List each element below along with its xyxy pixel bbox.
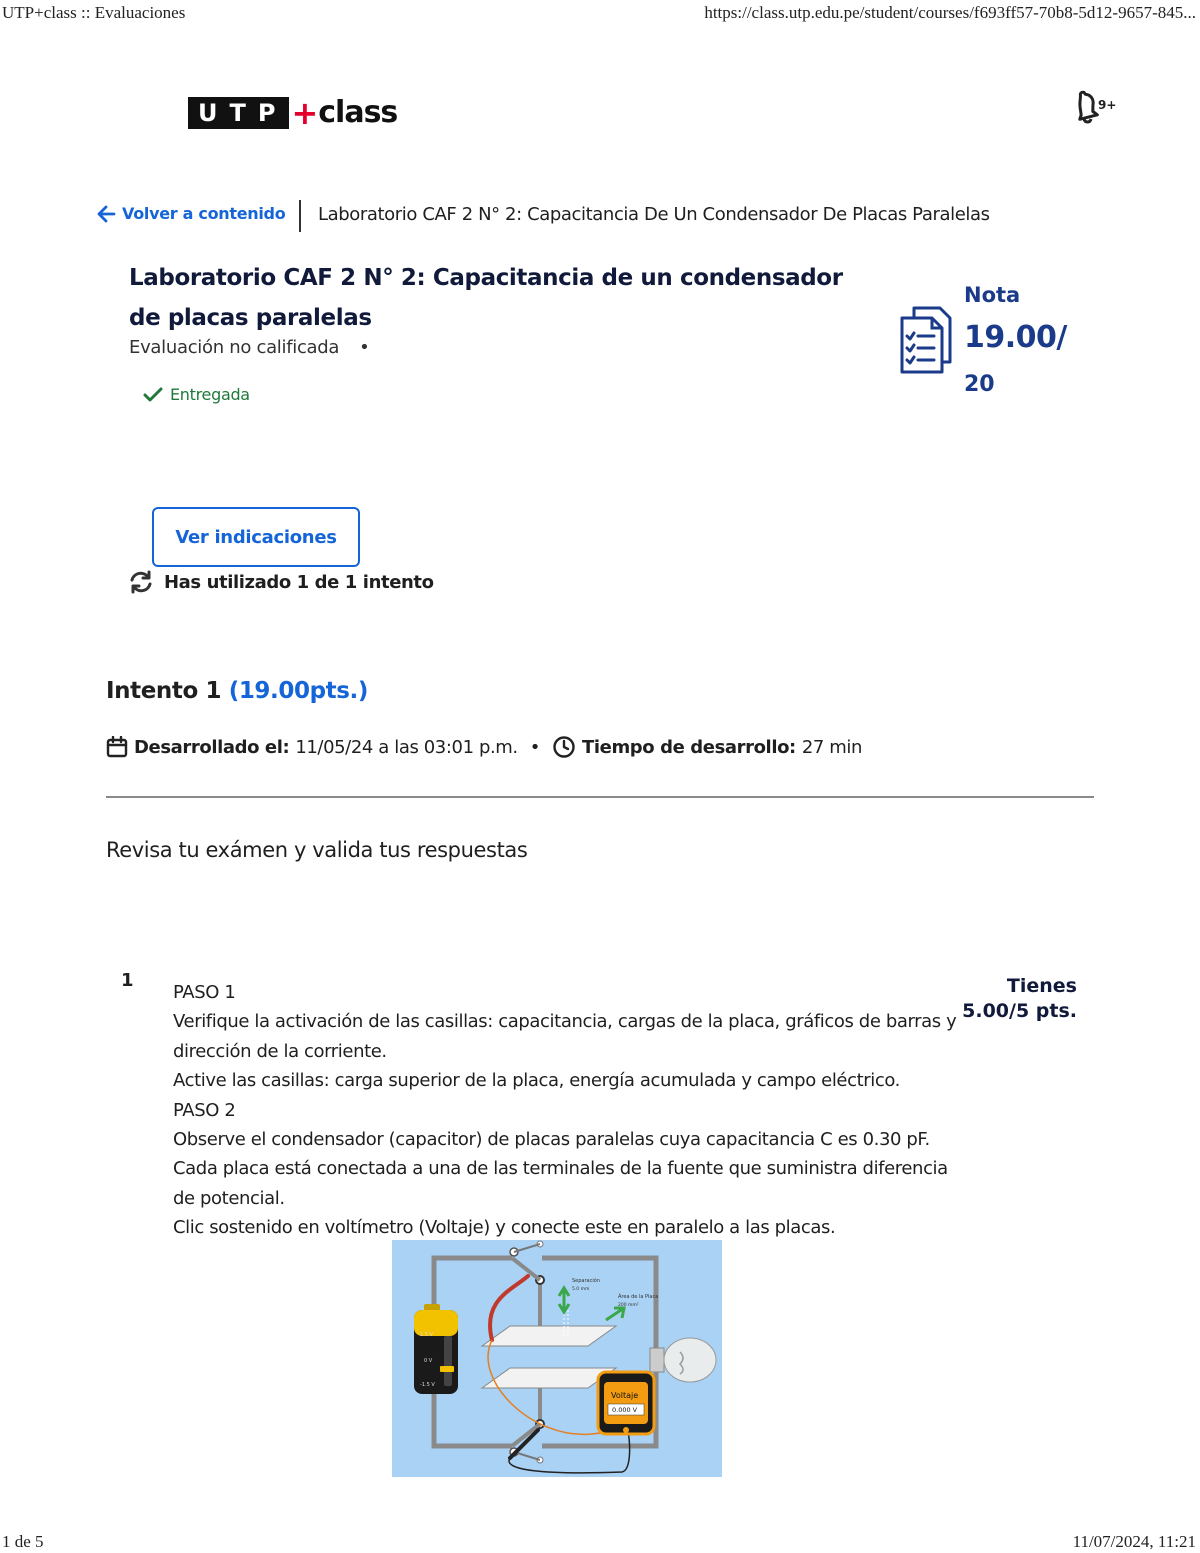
voltmeter-jack [623, 1427, 629, 1433]
evaluation-type: Evaluación no calificada [129, 337, 340, 358]
question-score-label: Tienes [1006, 975, 1077, 997]
area-value: 200 mm² [618, 1303, 639, 1308]
question-line: Verifique la activación de las casillas: capacitancia, cargas de la placa, gráficos de barras y dirección de la corriente. [173, 1011, 957, 1062]
time-label: Tiempo de desarrollo: [581, 736, 796, 758]
separation-label: Separación [572, 1278, 600, 1284]
grade-score: 19.00/ [964, 320, 1067, 355]
battery-mid-label: 0 V [424, 1358, 433, 1364]
back-to-content-link[interactable] [96, 204, 285, 223]
area-label: Área de la Placa [618, 1294, 659, 1300]
arrow-left-icon [96, 205, 116, 223]
question-line: Observe el condensador (capacitor) de placas paralelas cuya capacitancia C es 0.30 pF. [173, 1129, 930, 1151]
voltmeter-value: 0.000 V [612, 1406, 638, 1414]
attempts-info [128, 570, 434, 594]
notification-badge: 9+ [1098, 98, 1117, 112]
notifications-button[interactable] [1074, 88, 1118, 128]
time-value: 27 min [801, 736, 863, 758]
question-line: Active las casillas: carga superior de la placa, energía acumulada y campo eléctrico. [173, 1070, 900, 1092]
question-number: 1 [121, 970, 134, 991]
section-divider [106, 796, 1094, 798]
bulb-base [650, 1348, 664, 1372]
logo-class: class [318, 95, 398, 130]
evaluation-subtitle-row [129, 337, 369, 358]
review-instructions: Revisa tu exámen y valida tus respuestas [106, 838, 528, 862]
separation-value: 5.0 mm [572, 1287, 590, 1292]
question-line: Clic sostenido en voltímetro (Voltaje) y conecte este en paralelo a las placas. [173, 1217, 836, 1239]
developed-value: 11/05/24 a las 03:01 p.m. [295, 736, 518, 758]
capacitor-simulation-image [392, 1240, 722, 1477]
voltmeter-face [604, 1382, 648, 1424]
question-score-value: 5.00/5 pts. [962, 1000, 1077, 1022]
breadcrumb-divider [299, 200, 301, 232]
view-indications-button[interactable]: Ver indicaciones [152, 507, 360, 567]
question-score [940, 974, 1077, 1024]
separator-dot: • [359, 337, 370, 358]
battery-bottom-label: -1.5 V [420, 1382, 435, 1388]
print-datetime: 11/07/2024, 11:21 [1072, 1532, 1196, 1551]
refresh-icon [128, 570, 154, 594]
question-line-step2: PASO 2 [173, 1099, 236, 1121]
question-statement [173, 978, 963, 1243]
status-label: Entregada [170, 385, 250, 404]
logo-box: UTP [188, 97, 289, 129]
calendar-icon [106, 736, 128, 758]
question-line: Cada placa está conectada a una de las terminales de la fuente que suministra diferencia de potencial. [173, 1158, 948, 1209]
battery-top-label: 1.5 V [420, 1332, 433, 1338]
breadcrumb-current: Laboratorio CAF 2 N° 2: Capacitancia De Un Condensador De Placas Paralelas [318, 204, 990, 225]
battery-slider-track [444, 1336, 452, 1386]
print-page-number: 1 de 5 [2, 1532, 44, 1551]
utp-class-logo[interactable] [188, 96, 397, 130]
bulb-glass [664, 1338, 716, 1382]
grade-document-icon [898, 304, 954, 376]
grade-label: Nota [964, 283, 1021, 307]
back-link-label: Volver a contenido [122, 204, 286, 223]
voltmeter-label: Voltaje [611, 1391, 639, 1400]
battery-slider-knob [440, 1366, 454, 1372]
developed-label: Desarrollado el: [134, 736, 290, 758]
meta-separator: • [529, 736, 540, 758]
attempt-label: Intento 1 [106, 678, 222, 704]
status-badge [143, 385, 250, 404]
print-page-url: https://class.utp.edu.pe/student/courses/f693ff57-70b8-5d12-9657-845... [704, 3, 1196, 22]
logo-plus: + [291, 94, 319, 132]
evaluation-title: Laboratorio CAF 2 N° 2: Capacitancia de un condensador de placas paralelas [129, 265, 843, 331]
question-line-step1: PASO 1 [173, 982, 236, 1003]
attempt-points: (19.00pts.) [228, 678, 368, 704]
attempt-meta [106, 735, 862, 759]
grade-total: 20 [964, 372, 995, 397]
check-icon [143, 387, 163, 403]
attempt-title [106, 678, 368, 704]
print-page-title: UTP+class :: Evaluaciones [2, 3, 186, 22]
attempts-text: Has utilizado 1 de 1 intento [164, 571, 434, 593]
clock-icon [552, 735, 576, 759]
